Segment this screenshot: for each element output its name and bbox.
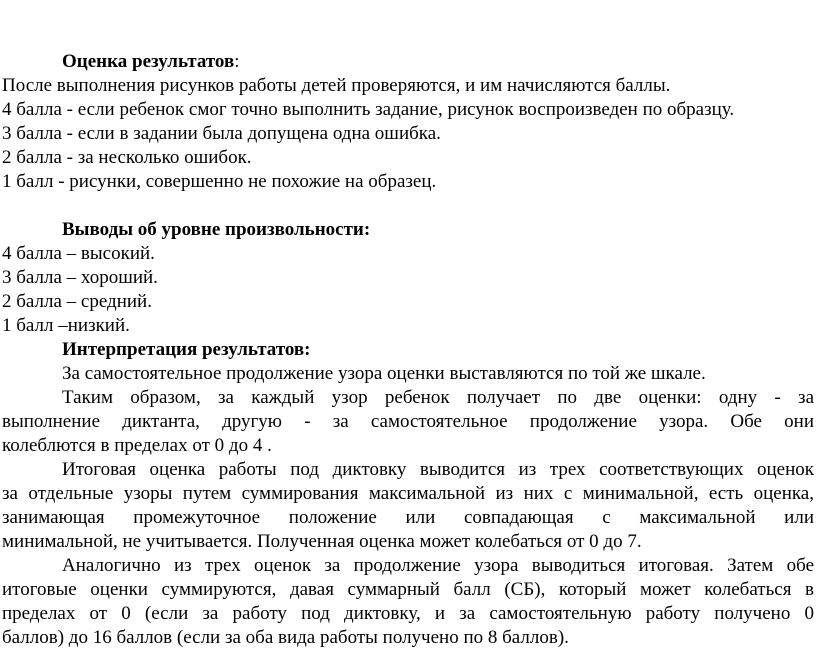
interpretation-p3-line-2: за отдельные узоры путем суммирования максимальной из них с минимальной, есть оценка, (2, 483, 814, 504)
level-line-1: 4 балла – высокий. (2, 243, 155, 264)
interpretation-p2-line-2: выполнение диктанта, другую - за самостоятельное продолжение узора. Обе они (2, 411, 814, 432)
interpretation-p4-line-1: Аналогично из трех оценок за продолжение узора выводиться итоговая. Затем обе (62, 555, 814, 576)
interpretation-paragraph-1: За самостоятельное продолжение узора оценки выставляются по той же шкале. (62, 363, 706, 384)
heading-assessment-text: Оценка результатов (62, 51, 235, 72)
interpretation-p3-line-1: Итоговая оценка работы под диктовку выводится из трех соответствующих оценок (62, 459, 814, 480)
interpretation-p4-line-4: баллов) до 16 баллов (если за оба вида работы получено по 8 баллов). (2, 627, 569, 648)
interpretation-p2-line-3: колеблются в пределах от 0 до 4 . (2, 435, 272, 456)
level-line-3: 2 балла – средний. (2, 291, 152, 312)
interpretation-p2-line-1: Таким образом, за каждый узор ребенок получает по две оценки: одну - за (62, 387, 814, 408)
assessment-line-1: После выполнения рисунков работы детей проверяются, и им начисляются баллы. (2, 75, 671, 96)
level-line-4: 1 балл –низкий. (2, 315, 130, 336)
assessment-line-5: 1 балл - рисунки, совершенно не похожие на образец. (2, 171, 437, 192)
heading-assessment (62, 50, 240, 74)
heading-interpretation: Интерпретация результатов: (62, 339, 311, 360)
interpretation-p3-line-3: занимающая промежуточное положение или совпадающая с максимальной или (2, 507, 814, 528)
interpretation-p4-line-3: пределах от 0 (если за работу под диктовку, и за самостоятельную работу получено 0 (2, 603, 814, 624)
interpretation-p4-line-2: итоговые оценки суммируются, давая суммарный балл (СБ), который может колебаться в (2, 579, 814, 600)
interpretation-p3-line-4: минимальной, не учитывается. Полученная оценка может колебаться от 0 до 7. (2, 531, 642, 552)
assessment-line-4: 2 балла - за несколько ошибок. (2, 147, 252, 168)
assessment-line-2: 4 балла - если ребенок смог точно выполнить задание, рисунок воспроизведен по образцу. (2, 99, 735, 120)
assessment-line-3: 3 балла - если в задании была допущена одна ошибка. (2, 123, 441, 144)
level-line-2: 3 балла – хороший. (2, 267, 158, 288)
heading-assessment-colon: : (234, 51, 240, 72)
heading-conclusions: Выводы об уровне произвольности: (62, 219, 371, 240)
